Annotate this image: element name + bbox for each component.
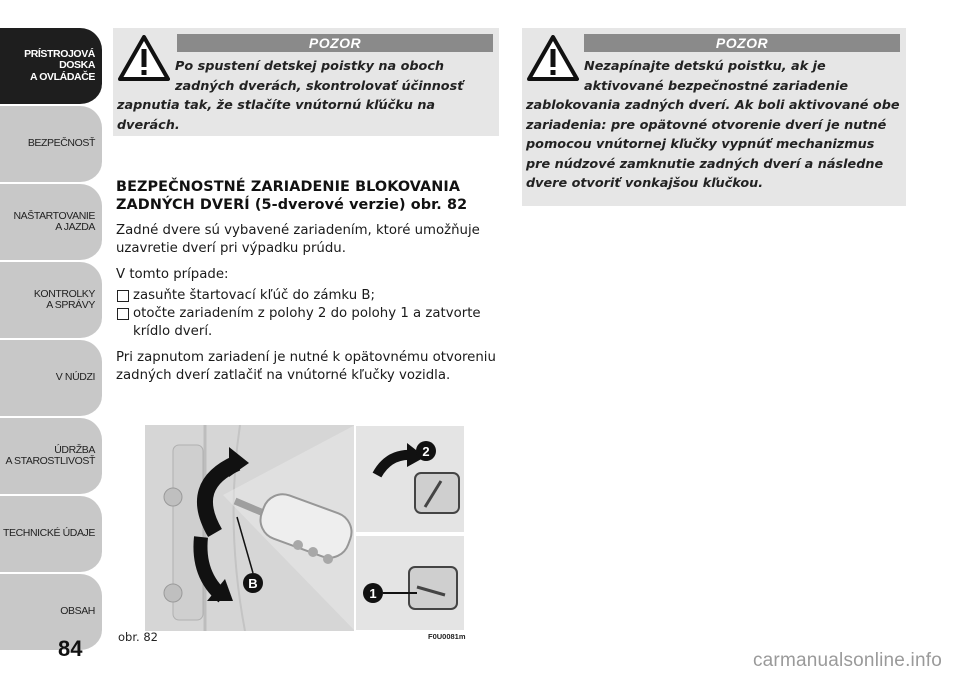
key-slot-label: B <box>248 576 258 591</box>
section-rear-door-lock <box>116 178 500 385</box>
chapter-tabs <box>0 28 102 652</box>
page-number: 84 <box>58 636 83 661</box>
section-note: Pri zapnutom zariadení je nutné k opätovnému otvoreniu zadných dverí zatlačiť na vnútorné kľučky vozidla. <box>116 350 496 383</box>
section-heading: BEZPEČNOSTNÉ ZARIADENIE BLOKOVANIA ZADNÝCH DVERÍ (5-dverové verzie) obr. 82 <box>116 179 468 213</box>
section-intro: Zadné dvere sú vybavené zariadením, ktoré umožňuje uzavretie dverí pri výpadku prúdu. <box>116 223 480 256</box>
watermark: carmanualsonline.info <box>752 650 942 671</box>
door-lock-illustration <box>145 425 465 631</box>
figure-82 <box>145 425 465 631</box>
warning-box-child-lock <box>113 28 499 136</box>
tab-pristrojova-doska[interactable]: PRÍSTROJOVÁ DOSKA A OVLÁDAČE <box>0 28 102 106</box>
tab-kontrolky[interactable]: KONTROLKY A SPRÁVY <box>0 262 102 340</box>
list-item: otočte zariadením z polohy 2 do polohy 1 a zatvorte krídlo dverí. <box>116 305 500 341</box>
tab-nastartovanie[interactable]: NAŠTARTOVANIE A JAZDA <box>0 184 102 262</box>
position-1-label: 1 <box>369 586 377 601</box>
warning-title: POZOR <box>584 34 900 52</box>
steps-list <box>116 287 500 341</box>
position-2-label: 2 <box>422 444 430 459</box>
warning-title: POZOR <box>177 34 493 52</box>
tab-udrzba[interactable]: ÚDRŽBA A STAROSTLIVOSŤ <box>0 418 102 496</box>
tab-technicke-udaje[interactable]: TECHNICKÉ ÚDAJE <box>0 496 102 574</box>
warning-text: Po spustení detskej poistky na oboch zadných dverách, skontrolovať účinnosť zapnutia tak, že stlačíte vnútornú kľúčku na dverách. <box>117 59 464 133</box>
figure-code: F0U0081m <box>428 632 466 641</box>
tab-bezpecnost[interactable]: BEZPEČNOSŤ <box>0 106 102 184</box>
figure-caption: obr. 82 <box>118 630 158 644</box>
warning-box-door-lock <box>522 28 906 206</box>
tab-v-nudzi[interactable]: V NÚDZI <box>0 340 102 418</box>
warning-text: Nezapínajte detskú poistku, ak je aktivované bezpečnostné zariadenie zablokovania zadných dverí. Ak boli aktivované obe zariadenia: pre opätovné otvorenie dverí je nutné pomocou vnútornej kľučky vypnúť mechanizmus pre núdzové zamknutie zadných dverí a následne dvere otvoriť vonkajšou kľučkou. <box>526 59 900 191</box>
list-item: zasuňte štartovací kľúč do zámku B; <box>116 287 500 305</box>
case-label: V tomto prípade: <box>116 267 229 282</box>
tab-obsah[interactable]: OBSAH <box>0 574 102 652</box>
